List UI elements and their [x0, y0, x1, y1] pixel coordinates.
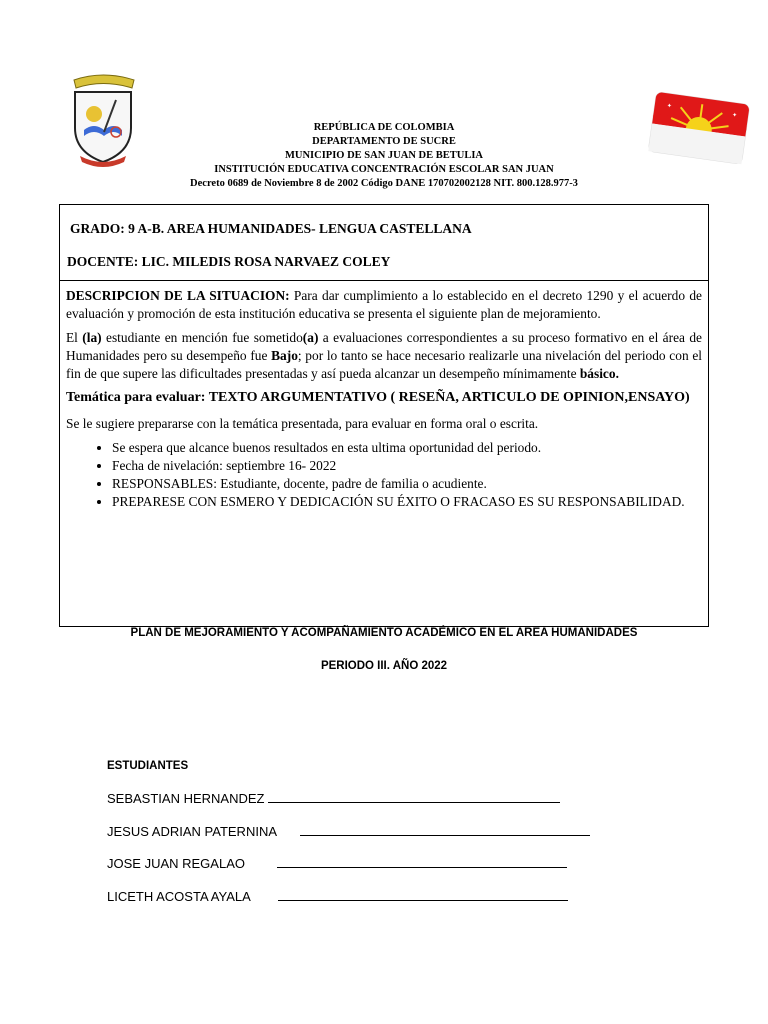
situation-paragraph: [66, 287, 702, 323]
institution-header: [150, 121, 618, 191]
school-crest-logo: [66, 70, 140, 170]
list-item: • RESPONSABLES: Estudiante, docente, padre de familia o acudiente.: [112, 475, 702, 493]
svg-text:✦: ✦: [666, 102, 673, 110]
text-run: estudiante en mención fue sometido: [101, 330, 303, 345]
header-line: DEPARTAMENTO DE SUCRE: [312, 136, 456, 147]
topic-line: Temática para evaluar: TEXTO ARGUMENTATIVO ( RESEÑA, ARTICULO DE OPINION,ENSAYO): [66, 390, 690, 405]
student-signature-row: [107, 791, 560, 806]
text-run: El: [66, 330, 83, 345]
list-item: • Fecha de nivelación: septiembre 16- 2022: [112, 457, 702, 475]
situation-content: [66, 287, 702, 511]
text-run: (a): [302, 330, 319, 345]
student-name: JESUS ADRIAN PATERNINA: [107, 824, 277, 839]
student-signature-row: [107, 824, 590, 839]
list-item: • Se espera que alcance buenos resultados en esta ultima oportunidad del periodo.: [112, 439, 702, 457]
suggestion-line: Se le sugiere prepararse con la temática presentada, para evaluar en forma oral o escrita.: [66, 416, 539, 431]
header-line: Decreto 0689 de Noviembre 8 de 2002 Código DANE 170702002128 NIT. 800.128.977-3: [190, 178, 578, 189]
text-run: básico.: [579, 366, 619, 381]
svg-text:✦: ✦: [731, 111, 738, 120]
student-name: SEBASTIAN HERNANDEZ: [107, 791, 265, 806]
header-line: MUNICIPIO DE SAN JUAN DE BETULIA: [284, 150, 484, 161]
text-run: Bajo: [271, 348, 298, 363]
plan-title: PLAN DE MEJORAMIENTO Y ACOMPAÑAMIENTO ACADÉMICO EN EL AREA HUMANIDADES: [130, 627, 638, 639]
list-item: • PREPARESE CON ESMERO Y DEDICACIÓN SU ÉXITO O FRACASO ES SU RESPONSABILIDAD.: [112, 493, 702, 511]
students-label: ESTUDIANTES: [107, 760, 189, 772]
student-signature-row: [107, 856, 567, 871]
student-paragraph: [66, 329, 702, 383]
grade-area-line: GRADO: 9 A-B. AREA HUMANIDADES- LENGUA CASTELLANA: [70, 221, 472, 236]
signature-line: [277, 857, 567, 868]
situation-text: Para dar cumplimiento a lo establecido en el decreto 1290 y el acuerdo de evaluación y promoción de esta institución educativa se presenta el siguiente plan de mejoramiento.: [66, 288, 702, 321]
header-line: REPÚBLICA DE COLOMBIA: [313, 122, 455, 133]
teacher-line: DOCENTE: LIC. MILEDIS ROSA NARVAEZ COLEY: [67, 254, 391, 269]
header-line: INSTITUCIÓN EDUCATIVA CONCENTRACIÓN ESCOLAR SAN JUAN: [214, 164, 554, 175]
situation-label: DESCRIPCION DE LA SITUACION:: [66, 288, 290, 303]
period-title: PERIODO III. AÑO 2022: [320, 660, 448, 672]
text-run: a evaluaciones correspondientes a su proceso formativo en el área de Humanidades pero su desempeño fue: [66, 330, 702, 363]
student-name: JOSE JUAN REGALAO: [107, 856, 245, 871]
signature-line: [278, 890, 568, 901]
student-name: LICETH ACOSTA AYALA: [107, 889, 251, 904]
text-run: (la): [82, 330, 102, 345]
signature-line: [300, 825, 590, 836]
text-run: ; por lo tanto se hace necesario realizarle una nivelación del periodo con el fin de que supere las dificultades presentadas y así pueda alcanzar un desempeño mínimamente: [66, 348, 702, 381]
signature-line: [268, 792, 560, 803]
requirements-list: [66, 439, 702, 511]
student-signature-row: [107, 889, 568, 904]
flag-icon: [646, 90, 752, 166]
